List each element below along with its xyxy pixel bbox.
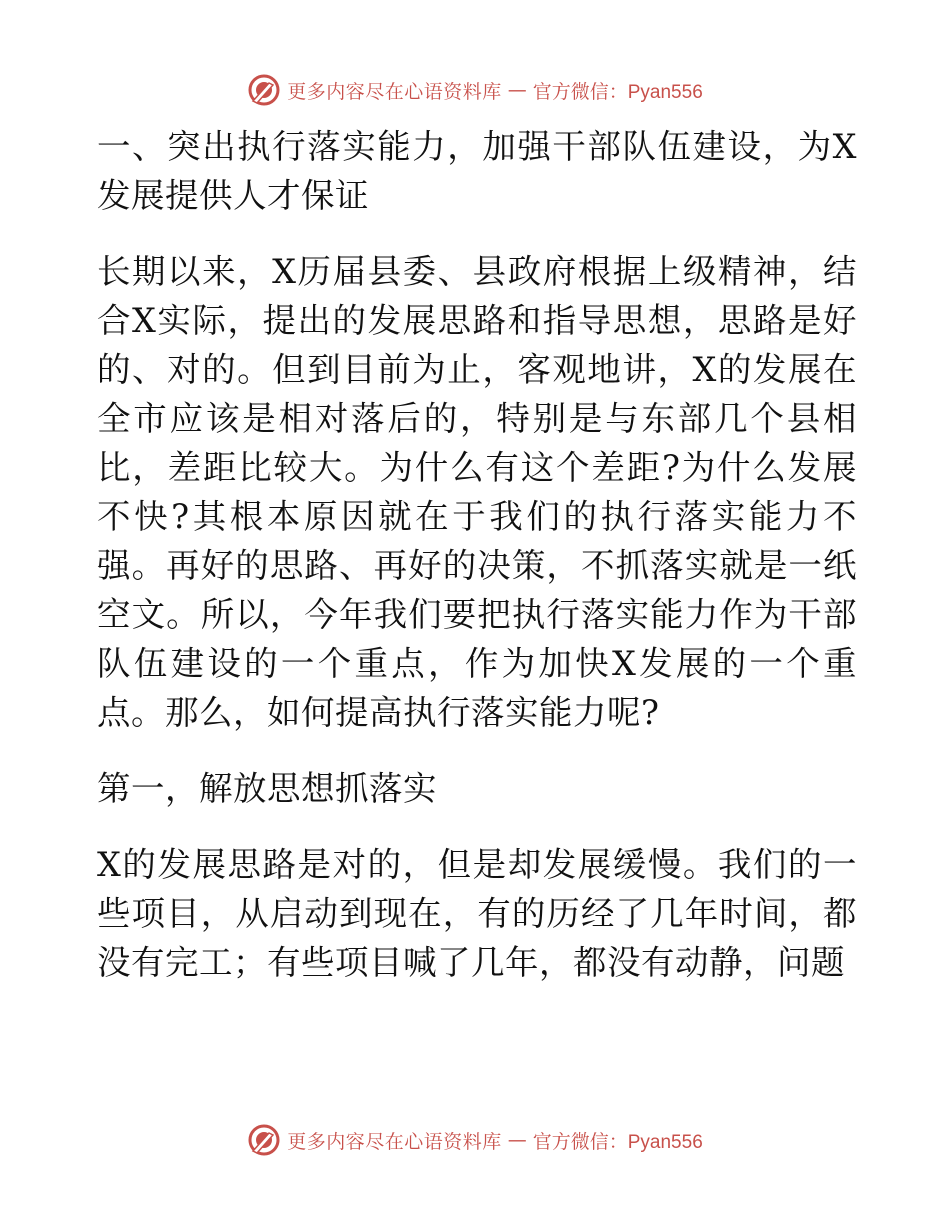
- sub-heading: 第一，解放思想抓落实: [97, 769, 437, 808]
- watermark-wechat: 官方微信：Pyan556: [532, 1131, 703, 1153]
- footer-watermark: [0, 1120, 950, 1160]
- watermark-text: 更多内容尽在心语资料库: [287, 1130, 502, 1153]
- watermark-separator: —: [507, 1129, 527, 1151]
- watermark-separator: —: [507, 79, 527, 101]
- body-paragraph: 长期以来，X历届县委、县政府根据上级精神，结合X实际，提出的发展思路和指导思想，思路是好的、对的。但到目前为止，客观地讲，X的发展在全市应该是相对落后的，特别是与东部几个县相比，差距比较大。为什么有这个差距?为什么发展不快?其根本原因就在于我们的执行落实能力不强。再好的思路、再好的决策，不抓落实就是一纸空文。所以，今年我们要把执行落实能力作为干部队伍建设的一个重点，作为加快X发展的一个重点。那么，如何提高执行落实能力呢?: [97, 252, 857, 732]
- body-paragraph: X的发展思路是对的，但是却发展缓慢。我们的一些项目，从启动到现在，有的历经了几年时间，都没有完工；有些项目喊了几年，都没有动静，问题: [97, 845, 857, 982]
- document-body: [97, 122, 857, 1014]
- quill-seal-icon: [247, 73, 281, 107]
- watermark-text: 更多内容尽在心语资料库: [287, 80, 502, 103]
- header-watermark: [0, 70, 950, 110]
- section-heading: 一、突出执行落实能力，加强干部队伍建设，为X发展提供人才保证: [97, 127, 857, 215]
- quill-seal-icon: [247, 1123, 281, 1157]
- watermark-wechat: 官方微信：Pyan556: [532, 81, 703, 103]
